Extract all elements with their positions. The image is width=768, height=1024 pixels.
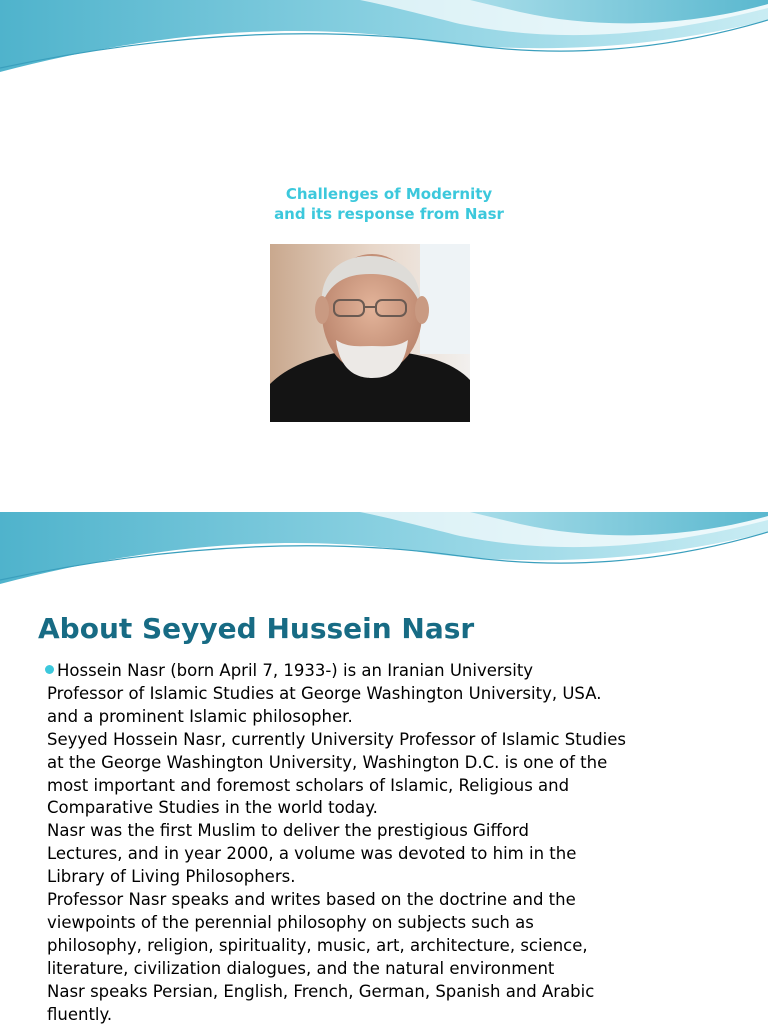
text-line: literature, civilization dialogues, and the natural environment [47,958,555,978]
wave-header-decoration [0,0,768,80]
slide-title-text [0,184,768,224]
text-line: Nasr was the first Muslim to deliver the prestigious Gifford [47,821,529,841]
slide-about [0,512,768,1024]
text-line: Nasr speaks Persian, English, French, German, Spanish and Arabic [47,981,595,1001]
text-line-content: Hossein Nasr (born April 7, 1933-) is an Iranian University [57,661,534,680]
text-line: Professor of Islamic Studies at George Washington University, USA. [47,683,602,703]
bullet-icon [45,665,54,674]
text-line: Seyyed Hossein Nasr, currently University Professor of Islamic Studies [47,729,627,749]
text-line: Library of Living Philosophers. [47,867,296,887]
text-line: Professor Nasr speaks and writes based on the doctrine and the [47,890,576,910]
text-line: at the George Washington University, Washington D.C. is one of the [47,752,608,772]
text-line: viewpoints of the perennial philosophy on subjects such as [47,912,534,932]
portrait-photo [270,244,470,422]
text-line: most important and foremost scholars of Islamic, Religious and [47,775,570,795]
text-line: Comparative Studies in the world today. [47,798,378,818]
text-line: Lectures, and in year 2000, a volume was devoted to him in the [47,844,577,864]
wave-header-decoration [0,512,768,592]
text-line: and a prominent Islamic philosopher. [47,706,353,726]
title-line-2: and its response from Nasr [274,205,504,223]
text-line: fluently. [47,1004,113,1024]
slide-heading: About Seyyed Hussein Nasr [38,612,475,645]
text-line: philosophy, religion, spirituality, music, art, architecture, science, [47,935,588,955]
text-line [47,660,715,683]
body-text [47,660,715,1024]
title-line-1: Challenges of Modernity [285,185,493,203]
